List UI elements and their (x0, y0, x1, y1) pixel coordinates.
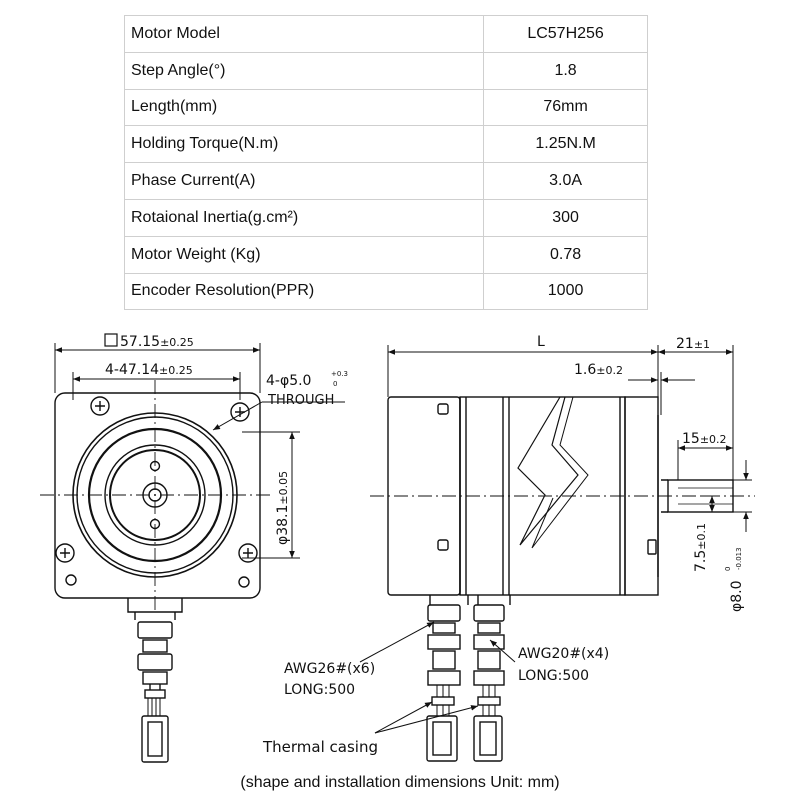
dim-shaft-tol-lower: -0.013 (735, 547, 743, 570)
spec-value: 1.8 (484, 52, 648, 89)
motor-wire-label: AWG20#(x4) (518, 646, 610, 662)
motor-wire-length: LONG:500 (518, 668, 590, 684)
dim-flat-length: 15±0.2 (682, 431, 727, 447)
dim-holes-note: THROUGH (268, 393, 335, 408)
spec-value: 3.0A (484, 163, 648, 200)
spec-value: 76mm (484, 89, 648, 126)
dim-shaft-diameter: φ8.0 (729, 580, 745, 612)
mounting-screw (91, 397, 109, 415)
dim-length: L (537, 334, 545, 350)
dim-holes-tol-lower: 0 (333, 380, 338, 388)
spec-value: 0.78 (484, 236, 648, 273)
encoder-wire-label: AWG26#(x6) (284, 661, 376, 677)
spec-label: Rotaional Inertia(g.cm²) (125, 199, 484, 236)
dim-shaft-length: 21±1 (676, 336, 711, 352)
caption: (shape and installation dimensions Unit: mm) (240, 774, 560, 791)
spec-value: 1.25N.M (484, 126, 648, 163)
spec-label: Encoder Resolution(PPR) (125, 273, 484, 310)
spec-value: LC57H256 (484, 16, 648, 53)
front-view (40, 380, 270, 762)
dim-square: 57.15±0.25 (120, 334, 194, 350)
dim-hole-spacing: 4-47.14±0.25 (105, 362, 193, 378)
mounting-screw (56, 544, 74, 562)
flange-square (55, 393, 260, 598)
dim-pilot-diameter: φ38.1±0.05 (275, 470, 291, 545)
encoder-wire-length: LONG:500 (284, 682, 356, 698)
side-view (370, 397, 755, 761)
thermal-casing-label: Thermal casing (263, 738, 378, 756)
spec-value: 1000 (484, 273, 648, 310)
mounting-screw (239, 544, 257, 562)
spec-label: Length(mm) (125, 89, 484, 126)
dim-mounting-holes: 4-φ5.0 (266, 373, 312, 389)
spec-label: Motor Model (125, 16, 484, 53)
spec-label: Phase Current(A) (125, 163, 484, 200)
dim-boss-height: 1.6±0.2 (574, 362, 623, 378)
dim-flat-depth: 7.5±0.1 (693, 523, 709, 572)
spec-label: Motor Weight (Kg) (125, 236, 484, 273)
dim-shaft-tol-upper: 0 (724, 566, 732, 571)
spec-value: 300 (484, 199, 648, 236)
spec-label: Step Angle(°) (125, 52, 484, 89)
dim-holes-tol-upper: +0.3 (331, 370, 348, 378)
spec-label: Holding Torque(N.m) (125, 126, 484, 163)
